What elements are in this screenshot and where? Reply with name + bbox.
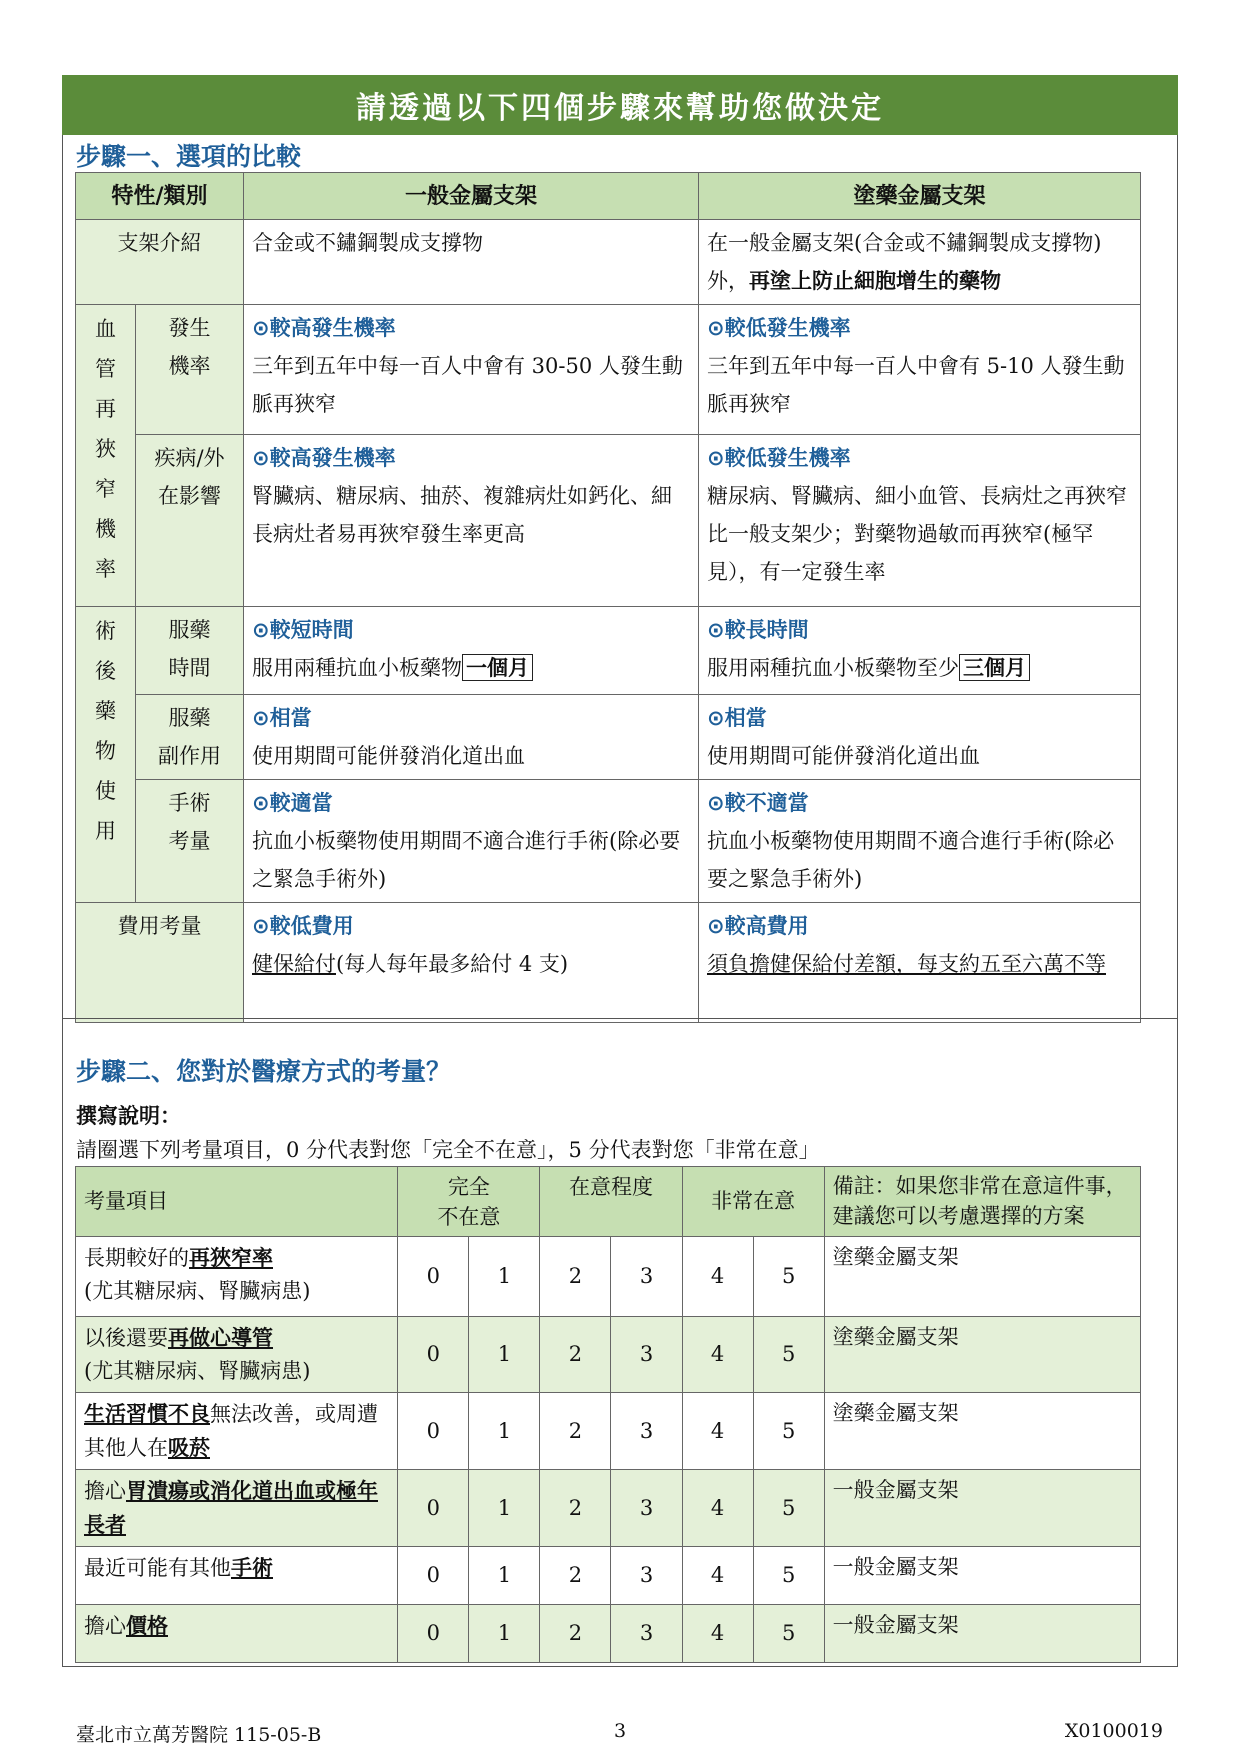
header-note: 備註：如果您非常在意這件事，建議您可以考慮選擇的方案 bbox=[824, 1167, 1140, 1237]
header-drug-eluting: 塗藥金屬支架 bbox=[699, 173, 1141, 220]
consideration-table bbox=[75, 1166, 1141, 1663]
instructions-text: 請圈選下列考量項目，0 分代表對您「完全不在意」，5 分代表對您「非常在意」 bbox=[76, 1138, 820, 1162]
group-restenosis: 血 管 再 狹 窄 機 率 bbox=[76, 305, 136, 607]
header-item: 考量項目 bbox=[76, 1167, 398, 1237]
side-effect-bare-metal: ⊙相當 使用期間可能併發消化道出血 bbox=[244, 695, 699, 780]
note-lifestyle: 塗藥金屬支架 bbox=[824, 1393, 1140, 1470]
score-3[interactable]: 3 bbox=[611, 1393, 682, 1470]
score-3[interactable]: 3 bbox=[611, 1605, 682, 1663]
item-surgery: 最近可能有其他手術 bbox=[76, 1547, 398, 1605]
footer-page-number: 3 bbox=[614, 1720, 627, 1742]
note-bleeding: 一般金屬支架 bbox=[824, 1470, 1140, 1547]
cost-drug-eluting: ⊙較高費用 須負擔健保給付差額，每支約五至六萬不等 bbox=[699, 903, 1141, 1023]
score-5[interactable]: 5 bbox=[753, 1317, 824, 1393]
score-2[interactable]: 2 bbox=[540, 1317, 611, 1393]
surgery-bare-metal: ⊙較適當 抗血小板藥物使用期間不適合進行手術(除必要之緊急手術外) bbox=[244, 780, 699, 903]
item-repeat-cath: 以後還要再做心導管 (尤其糖尿病、腎臟病患) bbox=[76, 1317, 398, 1393]
intro-label: 支架介紹 bbox=[76, 220, 244, 305]
note-repeat-cath: 塗藥金屬支架 bbox=[824, 1317, 1140, 1393]
item-restenosis: 長期較好的再狹窄率 (尤其糖尿病、腎臟病患) bbox=[76, 1237, 398, 1317]
surgery-drug-eluting: ⊙較不適當 抗血小板藥物使用期間不適合進行手術(除必要之緊急手術外) bbox=[699, 780, 1141, 903]
score-2[interactable]: 2 bbox=[540, 1237, 611, 1317]
score-2[interactable]: 2 bbox=[540, 1470, 611, 1547]
duration-label: 服藥 時間 bbox=[136, 607, 244, 695]
duration-bare-metal: ⊙較短時間 服用兩種抗血小板藥物 一個月 bbox=[244, 607, 699, 695]
score-1[interactable]: 1 bbox=[469, 1470, 540, 1547]
header-not-care: 完全 不在意 bbox=[398, 1167, 540, 1237]
occur-label: 發生 機率 bbox=[136, 305, 244, 435]
score-4[interactable]: 4 bbox=[682, 1317, 753, 1393]
footer-hospital: 臺北市立萬芳醫院 115-05-B bbox=[76, 1724, 322, 1746]
score-3[interactable]: 3 bbox=[611, 1317, 682, 1393]
note-restenosis: 塗藥金屬支架 bbox=[824, 1237, 1140, 1317]
surgery-label: 手術 考量 bbox=[136, 780, 244, 903]
score-1[interactable]: 1 bbox=[469, 1393, 540, 1470]
score-2[interactable]: 2 bbox=[540, 1393, 611, 1470]
score-3[interactable]: 3 bbox=[611, 1470, 682, 1547]
score-4[interactable]: 4 bbox=[682, 1547, 753, 1605]
item-lifestyle: 生活習慣不良無法改善，或周遭其他人在吸菸 bbox=[76, 1393, 398, 1470]
comparison-table bbox=[75, 172, 1141, 1023]
score-1[interactable]: 1 bbox=[469, 1317, 540, 1393]
item-price: 擔心價格 bbox=[76, 1605, 398, 1663]
score-4[interactable]: 4 bbox=[682, 1237, 753, 1317]
score-5[interactable]: 5 bbox=[753, 1470, 824, 1547]
score-4[interactable]: 4 bbox=[682, 1393, 753, 1470]
section-divider bbox=[62, 1018, 1178, 1019]
score-0[interactable]: 0 bbox=[398, 1605, 469, 1663]
disease-bare-metal: ⊙較高發生機率 腎臟病、糖尿病、抽菸、複雜病灶如鈣化、細長病灶者易再狹窄發生率更高 bbox=[244, 435, 699, 607]
side-effect-label: 服藥 副作用 bbox=[136, 695, 244, 780]
disease-label: 疾病/外 在影響 bbox=[136, 435, 244, 607]
step1-title: 步驟一、選項的比較 bbox=[76, 142, 302, 171]
score-2[interactable]: 2 bbox=[540, 1605, 611, 1663]
cost-label: 費用考量 bbox=[76, 903, 244, 1023]
group-medication: 術 後 藥 物 使 用 bbox=[76, 607, 136, 903]
score-3[interactable]: 3 bbox=[611, 1547, 682, 1605]
disease-drug-eluting: ⊙較低發生機率 糖尿病、腎臟病、細小血管、長病灶之再狹窄比一般支架少；對藥物過敏而再狹窄(極罕見），有一定發生率 bbox=[699, 435, 1141, 607]
instructions-heading: 撰寫說明： bbox=[76, 1103, 181, 1128]
score-0[interactable]: 0 bbox=[398, 1317, 469, 1393]
side-effect-drug-eluting: ⊙相當 使用期間可能併發消化道出血 bbox=[699, 695, 1141, 780]
score-0[interactable]: 0 bbox=[398, 1237, 469, 1317]
header-bare-metal: 一般金屬支架 bbox=[244, 173, 699, 220]
score-5[interactable]: 5 bbox=[753, 1237, 824, 1317]
score-5[interactable]: 5 bbox=[753, 1393, 824, 1470]
intro-drug-eluting: 在一般金屬支架(合金或不鏽鋼製成支撐物)外，再塗上防止細胞增生的藥物 bbox=[699, 220, 1141, 305]
occur-drug-eluting: ⊙較低發生機率 三年到五年中每一百人中會有 5-10 人發生動脈再狹窄 bbox=[699, 305, 1141, 435]
footer-doc-code: X0100019 bbox=[1064, 1720, 1163, 1742]
item-bleeding: 擔心胃潰瘍或消化道出血或極年長者 bbox=[76, 1470, 398, 1547]
duration-drug-eluting: ⊙較長時間 服用兩種抗血小板藥物至少 三個月 bbox=[699, 607, 1141, 695]
note-surgery: 一般金屬支架 bbox=[824, 1547, 1140, 1605]
score-3[interactable]: 3 bbox=[611, 1237, 682, 1317]
score-4[interactable]: 4 bbox=[682, 1605, 753, 1663]
step2-title: 步驟二、您對於醫療方式的考量？ bbox=[76, 1057, 452, 1086]
occur-bare-metal: ⊙較高發生機率 三年到五年中每一百人中會有 30-50 人發生動脈再狹窄 bbox=[244, 305, 699, 435]
score-2[interactable]: 2 bbox=[540, 1547, 611, 1605]
score-1[interactable]: 1 bbox=[469, 1237, 540, 1317]
score-0[interactable]: 0 bbox=[398, 1470, 469, 1547]
score-1[interactable]: 1 bbox=[469, 1605, 540, 1663]
score-4[interactable]: 4 bbox=[682, 1470, 753, 1547]
score-0[interactable]: 0 bbox=[398, 1393, 469, 1470]
cost-bare-metal: ⊙較低費用 健保給付(每人每年最多給付 4 支) bbox=[244, 903, 699, 1023]
score-5[interactable]: 5 bbox=[753, 1605, 824, 1663]
score-1[interactable]: 1 bbox=[469, 1547, 540, 1605]
score-0[interactable]: 0 bbox=[398, 1547, 469, 1605]
header-degree: 在意程度 bbox=[540, 1167, 682, 1237]
score-5[interactable]: 5 bbox=[753, 1547, 824, 1605]
header-very-care: 非常在意 bbox=[682, 1167, 824, 1237]
header-attribute: 特性/類別 bbox=[76, 173, 244, 220]
intro-bare-metal: 合金或不鏽鋼製成支撐物 bbox=[244, 220, 699, 305]
page-banner: 請透過以下四個步驟來幫助您做決定 bbox=[62, 75, 1178, 135]
note-price: 一般金屬支架 bbox=[824, 1605, 1140, 1663]
